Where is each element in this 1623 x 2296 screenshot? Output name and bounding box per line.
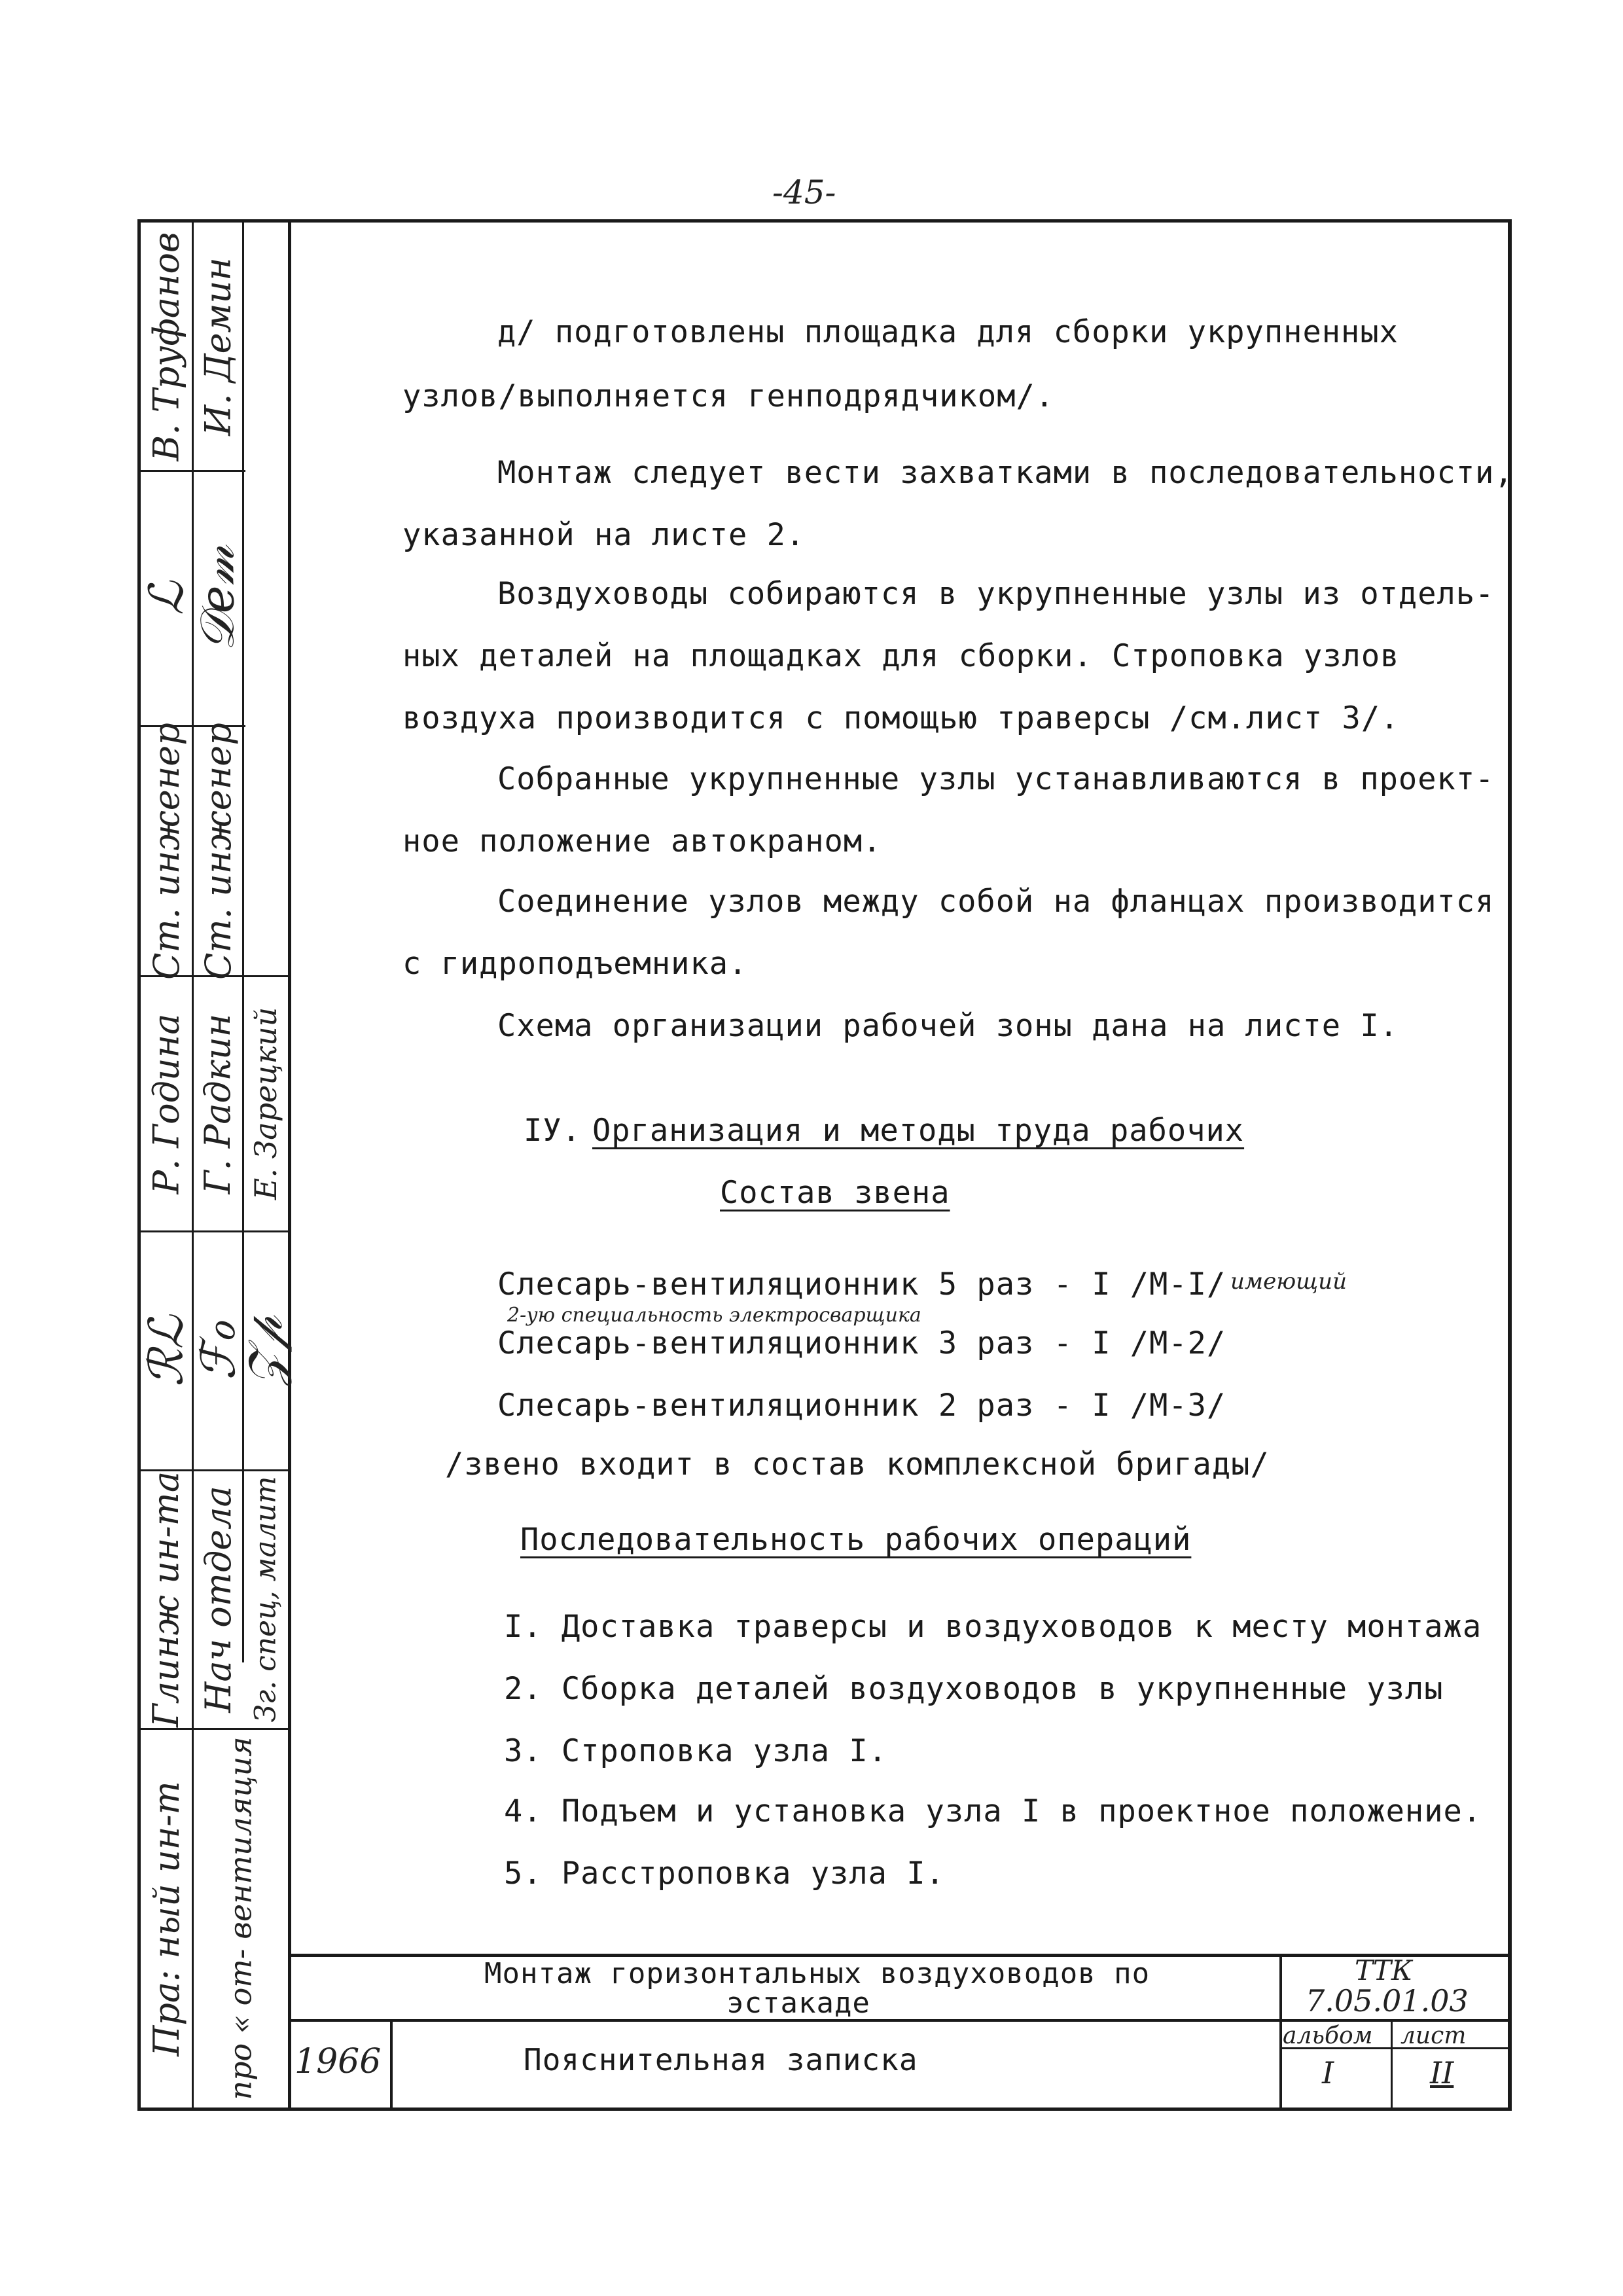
sidebar-name: Р. Година xyxy=(145,1013,187,1194)
title-block-subtitle: Пояснительная записка xyxy=(524,2042,918,2077)
sidebar-signature-cell xyxy=(190,1232,246,1469)
paragraph-line: Монтаж следует вести захватками в последовательности, xyxy=(497,455,1514,491)
sidebar-cell xyxy=(194,722,242,980)
sidebar-name: И. Демин xyxy=(197,257,239,436)
crew-note: /звено входит в состав комплексной бригады/ xyxy=(445,1446,1270,1482)
title-block-sheet-label: лист xyxy=(1400,2022,1467,2049)
title-block-year: 1966 xyxy=(294,2042,382,2081)
title-block-code-sep xyxy=(1279,1954,1282,2109)
paragraph-line: ных деталей на площадках для сборки. Строповка узлов xyxy=(402,638,1400,674)
sidebar-cell xyxy=(194,223,242,470)
paragraph-line: Собранные укрупненные узлы устанавливаются в проект- xyxy=(497,761,1495,797)
frame-right xyxy=(1508,219,1512,2111)
paragraph-line: Соединение узлов между собой на фланцах производится xyxy=(497,884,1495,920)
operation-item: 2. Сборка деталей воздуховодов в укрупненные узлы xyxy=(504,1671,1444,1707)
sidebar-cell xyxy=(194,1729,288,2108)
title-block-year-sep xyxy=(390,2019,393,2109)
sidebar-cell xyxy=(194,977,242,1230)
title-block-title: эстакаде xyxy=(726,1986,870,2020)
paragraph-line: указанной на листе 2. xyxy=(402,517,806,553)
sidebar-signature-cell xyxy=(238,1232,293,1469)
signature: ℒ xyxy=(138,581,194,615)
section-number: IУ. xyxy=(524,1113,581,1149)
sidebar-role: Ст. инженер xyxy=(197,722,239,980)
title-block-album-value: I xyxy=(1322,2055,1334,2090)
crew-handwritten-note: имеющий xyxy=(1230,1268,1347,1295)
operation-item: I. Доставка траверсы и воздуховодов к месту монтажа xyxy=(504,1609,1482,1645)
operations-title: Последовательность рабочих операций xyxy=(520,1522,1192,1558)
section-title: Организация и методы труда рабочих xyxy=(592,1113,1245,1149)
sidebar-role: про « от- вентиляция xyxy=(223,1736,259,2100)
sidebar-cell xyxy=(141,722,192,980)
crew-handwritten-note: 2-ую специальность электросварщика xyxy=(507,1304,921,1327)
crew-line: Слесарь-вентиляционник 5 раз - I /М-I/ xyxy=(497,1266,1226,1302)
title-block-doc-type: ТТК xyxy=(1355,1954,1413,1986)
operation-item: 5. Расстроповка узла I. xyxy=(504,1856,945,1892)
sidebar-signature-cell xyxy=(190,471,245,725)
paragraph-line: узлов/выполняется генподрядчиком/. xyxy=(402,378,1055,414)
sidebar-name: Г. Радкин xyxy=(197,1013,239,1194)
paragraph-line: Воздуховоды собираются в укрупненные узлы из отдель- xyxy=(497,576,1495,612)
sidebar-signature-cell xyxy=(138,471,194,725)
sidebar-role: Зг. спец, малит xyxy=(249,1476,283,1723)
main-border-left xyxy=(288,223,291,2108)
frame-bottom xyxy=(137,2108,1512,2111)
title-block-mid xyxy=(288,2019,1512,2022)
sidebar-role: Глинж ин-та xyxy=(145,1471,187,1728)
crew-line: Слесарь-вентиляционник 3 раз - I /М-2/ xyxy=(497,1325,1226,1361)
signature: ℛℒ xyxy=(139,1314,194,1387)
paragraph-line: с гидроподъемника. xyxy=(402,946,748,982)
frame-top xyxy=(137,219,1512,223)
sidebar-cell xyxy=(194,1471,242,1728)
signature: 𝒵𝓅 xyxy=(238,1316,293,1386)
title-block-title: Монтаж горизонтальных воздуховодов по xyxy=(484,1957,1150,1990)
title-block-sheet-value: II xyxy=(1430,2055,1454,2090)
sidebar-cell xyxy=(141,1471,192,1728)
paragraph-line: ное положение автокраном. xyxy=(402,823,882,859)
sidebar-cell xyxy=(141,977,192,1230)
title-block-sheet-sep xyxy=(1391,2019,1393,2109)
sidebar-cell xyxy=(244,1471,288,1728)
paragraph-line: воздуха производится с помощью траверсы /см.лист 3/. xyxy=(402,700,1400,736)
operation-item: 4. Подъем и установка узла I в проектное положение. xyxy=(504,1793,1482,1829)
sidebar-role: Нач отдела xyxy=(197,1486,239,1713)
sidebar-cell xyxy=(141,223,192,470)
sidebar-cell xyxy=(141,1729,192,2108)
paragraph-line: Схема организации рабочей зоны дана на листе I. xyxy=(497,1008,1399,1044)
sidebar-name: Е. Зарецкий xyxy=(248,1007,284,1200)
sidebar-role: Пра: ный ин-т xyxy=(145,1780,187,2056)
sidebar-signature-cell xyxy=(141,1232,192,1469)
paragraph-line: д/ подготовлены площадка для сборки укрупненных xyxy=(497,314,1399,350)
sidebar-role: Ст. инженер xyxy=(145,722,187,980)
sidebar-cell xyxy=(244,977,288,1230)
title-block-album-label: альбом xyxy=(1283,2022,1373,2049)
title-block-doc-code: 7.05.01.03 xyxy=(1306,1983,1469,2018)
operation-item: 3. Строповка узла I. xyxy=(504,1733,887,1769)
sidebar-name: В. Труфанов xyxy=(145,232,187,461)
section-subtitle: Состав звена xyxy=(720,1175,950,1211)
signature: ℱℴ xyxy=(190,1321,246,1380)
page-number: -45- xyxy=(772,173,836,211)
crew-line: Слесарь-вентиляционник 2 раз - I /М-3/ xyxy=(497,1388,1226,1424)
signature: 𝒟𝑒𝓂 xyxy=(190,545,245,651)
